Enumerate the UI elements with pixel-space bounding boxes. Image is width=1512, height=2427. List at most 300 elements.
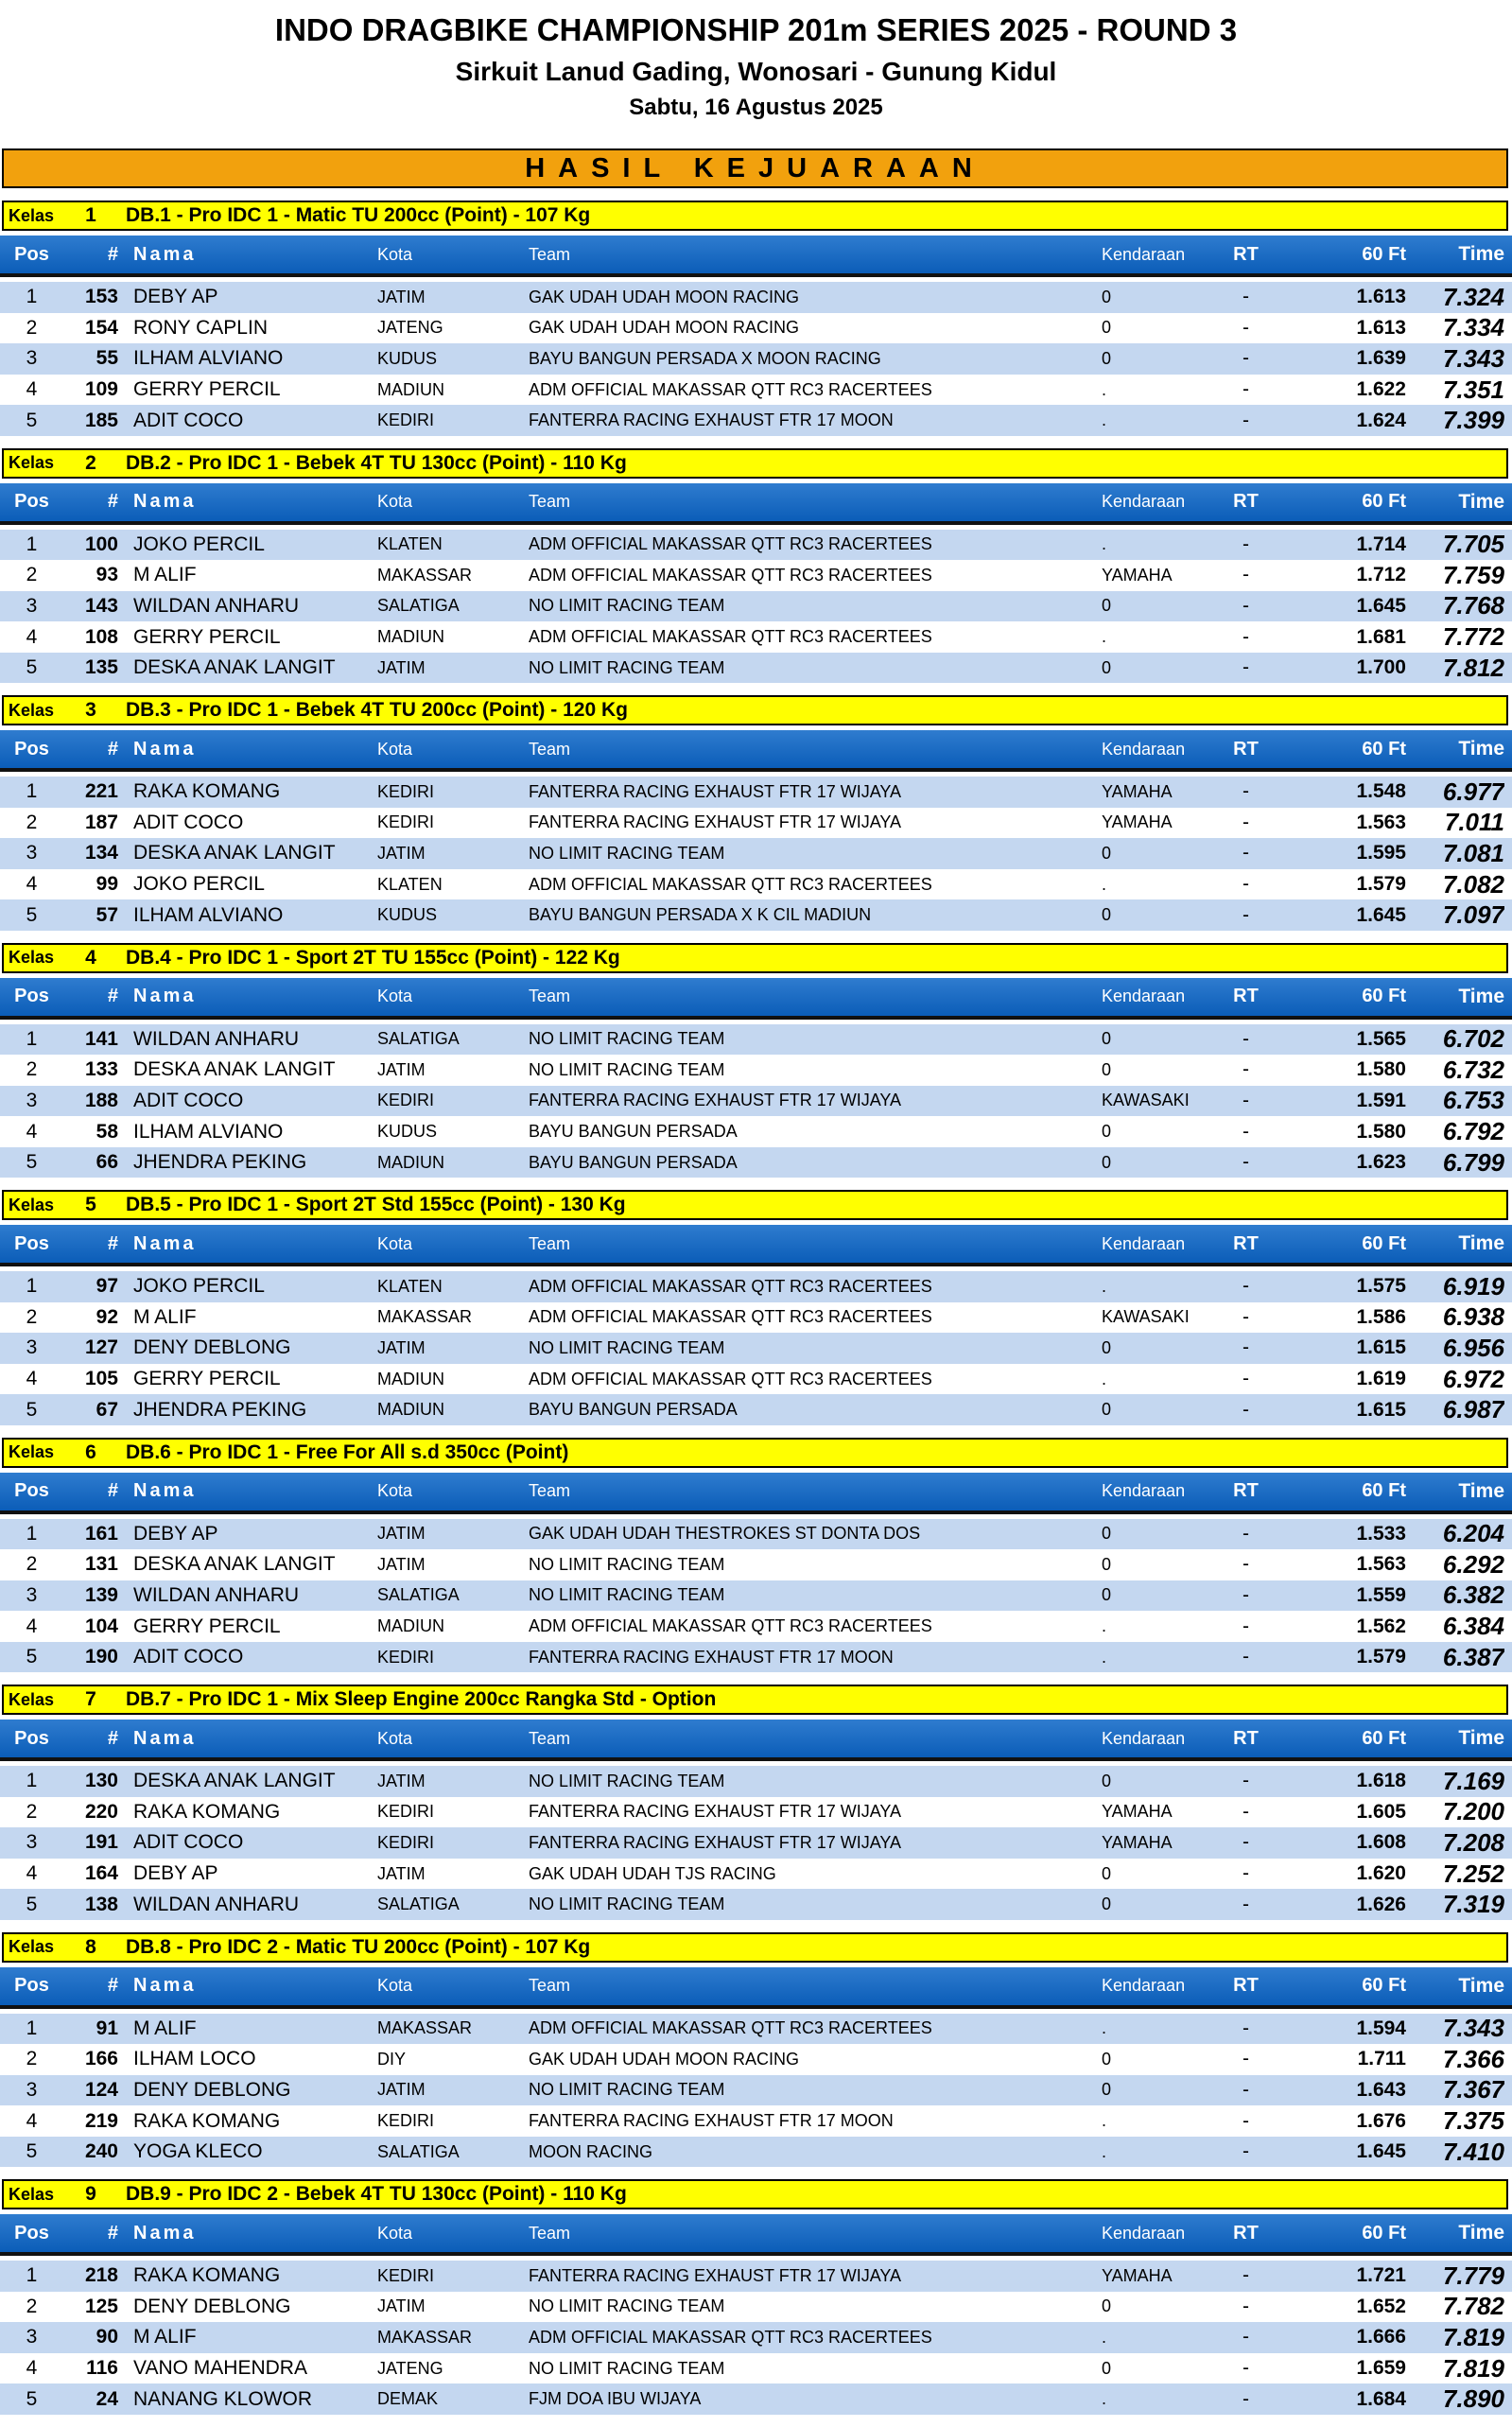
rider-number-cell: 57 <box>96 903 118 926</box>
rider-name-cell: ADIT COCO <box>133 1646 244 1668</box>
col-number-header: # <box>107 243 118 265</box>
rider-name-cell: DENY DEBLONG <box>133 2295 291 2317</box>
vehicle-cell: 0 <box>1102 1029 1112 1049</box>
position-cell: 5 <box>26 2140 38 2163</box>
class-number: 2 <box>85 451 96 474</box>
time-cell: 7.399 <box>1442 406 1504 435</box>
vehicle-cell: . <box>1102 1276 1107 1296</box>
city-cell: JATENG <box>377 2358 443 2378</box>
city-cell: MAKASSAR <box>377 565 473 585</box>
sixty-ft-cell: 1.645 <box>1356 903 1406 926</box>
table-row <box>0 1611 1512 1642</box>
rider-name-cell: DESKA ANAK LANGIT <box>133 1770 336 1792</box>
vehicle-cell: 0 <box>1102 318 1112 338</box>
sixty-ft-cell: 1.586 <box>1356 1305 1406 1328</box>
sixty-ft-cell: 1.622 <box>1356 378 1406 401</box>
time-cell: 7.324 <box>1442 282 1504 311</box>
time-cell: 6.732 <box>1442 1055 1504 1084</box>
rider-number-cell: 191 <box>84 1831 118 1854</box>
team-cell: ADM OFFICIAL MAKASSAR QTT RC3 RACERTEES <box>529 1369 932 1388</box>
city-cell: SALATIGA <box>377 2141 460 2161</box>
sixty-ft-cell: 1.645 <box>1356 594 1406 617</box>
team-cell: ADM OFFICIAL MAKASSAR QTT RC3 RACERTEES <box>529 534 932 554</box>
vehicle-cell: 0 <box>1102 1585 1112 1605</box>
col-name-header: Nama <box>133 491 197 512</box>
vehicle-cell: . <box>1102 2389 1107 2409</box>
rider-name-cell: M ALIF <box>133 564 197 586</box>
sixty-ft-cell: 1.575 <box>1356 1275 1406 1298</box>
class-section <box>0 1438 1512 1685</box>
time-cell: 7.367 <box>1442 2075 1504 2104</box>
sixty-ft-cell: 1.721 <box>1356 2264 1406 2287</box>
col-pos-header: Pos <box>14 986 49 1006</box>
position-cell: 1 <box>26 1770 38 1792</box>
team-cell: FANTERRA RACING EXHAUST FTR 17 MOON <box>529 410 894 430</box>
column-header-row <box>0 483 1512 525</box>
city-cell: JATIM <box>377 2296 426 2316</box>
vehicle-cell: 0 <box>1102 1122 1112 1142</box>
rt-cell: - <box>1243 1615 1249 1637</box>
sixty-ft-cell: 1.619 <box>1356 1368 1406 1390</box>
team-cell: NO LIMIT RACING TEAM <box>529 657 725 677</box>
vehicle-cell: 0 <box>1102 1894 1112 1914</box>
city-cell: KEDIRI <box>377 410 435 430</box>
rt-cell: - <box>1243 1120 1249 1143</box>
rt-cell: - <box>1243 316 1249 339</box>
rt-cell: - <box>1243 594 1249 617</box>
sixty-ft-cell: 1.579 <box>1356 1646 1406 1668</box>
position-cell: 1 <box>26 1522 38 1545</box>
col-rt-header: RT <box>1233 1480 1259 1501</box>
rider-name-cell: GERRY PERCIL <box>133 1368 281 1390</box>
class-description: DB.8 - Pro IDC 2 - Matic TU 200cc (Point) - 107 Kg <box>126 1935 591 1958</box>
rider-name-cell: ILHAM ALVIANO <box>133 903 284 926</box>
rt-cell: - <box>1243 1893 1249 1915</box>
position-cell: 5 <box>26 903 38 926</box>
col-number-header: # <box>107 1727 118 1749</box>
sixty-ft-cell: 1.615 <box>1356 1398 1406 1421</box>
col-number-header: # <box>107 986 118 1006</box>
position-cell: 2 <box>26 1058 38 1081</box>
table-row <box>0 777 1512 808</box>
rider-name-cell: ADIT COCO <box>133 1831 244 1854</box>
results-banner: HASIL KEJUARAAN <box>2 148 1508 188</box>
rider-number-cell: 66 <box>96 1151 118 1174</box>
rider-number-cell: 130 <box>84 1770 118 1792</box>
rider-number-cell: 104 <box>84 1615 118 1637</box>
vehicle-cell: 0 <box>1102 1337 1112 1357</box>
sixty-ft-cell: 1.711 <box>1357 2048 1406 2070</box>
vehicle-cell: 0 <box>1102 596 1112 616</box>
table-row <box>0 1302 1512 1334</box>
column-header-row <box>0 1967 1512 2009</box>
team-cell: ADM OFFICIAL MAKASSAR QTT RC3 RACERTEES <box>529 565 932 585</box>
rider-name-cell: WILDAN ANHARU <box>133 1583 300 1606</box>
city-cell: MADIUN <box>377 1400 444 1420</box>
position-cell: 1 <box>26 286 38 308</box>
sixty-ft-cell: 1.608 <box>1356 1831 1406 1854</box>
col-60ft-header: 60 Ft <box>1362 243 1406 265</box>
city-cell: KEDIRI <box>377 781 435 801</box>
time-cell: 7.779 <box>1442 2261 1504 2290</box>
team-cell: FANTERRA RACING EXHAUST FTR 17 WIJAYA <box>529 781 902 801</box>
result-rows <box>0 2261 1512 2415</box>
rt-cell: - <box>1243 1336 1249 1359</box>
time-cell: 6.387 <box>1442 1642 1504 1671</box>
rider-number-cell: 127 <box>84 1336 118 1359</box>
rt-cell: - <box>1243 811 1249 833</box>
time-cell: 7.081 <box>1442 838 1504 867</box>
col-time-header: Time <box>1458 738 1504 760</box>
city-cell: SALATIGA <box>377 1029 460 1049</box>
class-number: 6 <box>85 1440 96 1463</box>
table-row <box>0 2353 1512 2384</box>
column-header-row <box>0 2214 1512 2256</box>
col-rt-header: RT <box>1233 1232 1259 1254</box>
sixty-ft-cell: 1.562 <box>1356 1615 1406 1637</box>
class-number: 5 <box>85 1194 96 1215</box>
col-rt-header: RT <box>1233 1727 1259 1749</box>
class-title-bar <box>2 1932 1508 1963</box>
rt-cell: - <box>1243 2140 1249 2163</box>
class-number: 3 <box>85 699 96 721</box>
team-cell: GAK UDAH UDAH MOON RACING <box>529 2049 800 2069</box>
rider-number-cell: 105 <box>84 1368 118 1390</box>
col-pos-header: Pos <box>14 1727 49 1749</box>
team-cell: NO LIMIT RACING TEAM <box>529 2358 725 2378</box>
col-city-header: Kota <box>377 1233 413 1253</box>
sixty-ft-cell: 1.580 <box>1356 1058 1406 1081</box>
rider-name-cell: M ALIF <box>133 2017 197 2039</box>
rider-name-cell: ADIT COCO <box>133 1089 244 1111</box>
time-cell: 7.410 <box>1442 2137 1504 2166</box>
city-cell: JATIM <box>377 2080 426 2100</box>
rider-name-cell: M ALIF <box>133 2326 197 2348</box>
rider-name-cell: ILHAM ALVIANO <box>133 1120 284 1143</box>
rider-number-cell: 93 <box>96 564 118 586</box>
time-cell: 7.208 <box>1442 1827 1504 1857</box>
rider-name-cell: ILHAM ALVIANO <box>133 347 284 370</box>
table-row <box>0 1827 1512 1859</box>
position-cell: 2 <box>26 1305 38 1328</box>
rider-name-cell: JHENDRA PEKING <box>133 1398 307 1421</box>
city-cell: MADIUN <box>377 379 444 399</box>
position-cell: 2 <box>26 2048 38 2070</box>
vehicle-cell: . <box>1102 1647 1107 1667</box>
sixty-ft-cell: 1.563 <box>1356 811 1406 833</box>
position-cell: 2 <box>26 1800 38 1823</box>
position-cell: 3 <box>26 1583 38 1606</box>
table-row <box>0 2292 1512 2323</box>
rt-cell: - <box>1243 873 1249 896</box>
position-cell: 4 <box>26 1615 38 1637</box>
vehicle-cell: YAMAHA <box>1102 1802 1173 1822</box>
rt-cell: - <box>1243 2017 1249 2039</box>
rider-name-cell: DESKA ANAK LANGIT <box>133 1553 336 1576</box>
city-cell: KEDIRI <box>377 2265 435 2285</box>
vehicle-cell: YAMAHA <box>1102 565 1173 585</box>
vehicle-cell: . <box>1102 379 1107 399</box>
class-label: Kelas <box>9 700 55 720</box>
vehicle-cell: YAMAHA <box>1102 781 1173 801</box>
position-cell: 3 <box>26 2078 38 2101</box>
rider-number-cell: 134 <box>84 842 118 864</box>
position-cell: 1 <box>26 1275 38 1298</box>
col-rt-header: RT <box>1233 1975 1259 1996</box>
time-cell: 7.011 <box>1444 808 1504 837</box>
sixty-ft-cell: 1.700 <box>1356 656 1406 679</box>
col-name-header: Nama <box>133 1975 197 1996</box>
time-cell: 7.351 <box>1442 375 1504 404</box>
col-vehicle-header: Kendaraan <box>1102 1481 1186 1500</box>
col-name-header: Nama <box>133 1480 197 1501</box>
team-cell: ADM OFFICIAL MAKASSAR QTT RC3 RACERTEES <box>529 1276 932 1296</box>
rider-name-cell: DEBY AP <box>133 1522 218 1545</box>
col-vehicle-header: Kendaraan <box>1102 492 1186 511</box>
sixty-ft-cell: 1.643 <box>1356 2078 1406 2101</box>
vehicle-cell: YAMAHA <box>1102 1832 1173 1852</box>
position-cell: 4 <box>26 2357 38 2380</box>
time-cell: 7.812 <box>1442 653 1504 682</box>
time-cell: 7.768 <box>1442 591 1504 620</box>
sixty-ft-cell: 1.548 <box>1356 780 1406 803</box>
col-vehicle-header: Kendaraan <box>1102 739 1186 759</box>
vehicle-cell: 0 <box>1102 1152 1112 1172</box>
team-cell: NO LIMIT RACING TEAM <box>529 2296 725 2316</box>
class-label: Kelas <box>9 2184 55 2204</box>
time-cell: 7.366 <box>1442 2044 1504 2073</box>
class-label: Kelas <box>9 1689 55 1709</box>
team-cell: NO LIMIT RACING TEAM <box>529 843 725 863</box>
time-cell: 7.705 <box>1442 530 1504 559</box>
city-cell: KUDUS <box>377 348 438 368</box>
rider-number-cell: 154 <box>84 316 118 339</box>
col-team-header: Team <box>529 1976 571 1995</box>
team-cell: NO LIMIT RACING TEAM <box>529 2080 725 2100</box>
rider-number-cell: 188 <box>84 1089 118 1111</box>
vehicle-cell: 0 <box>1102 287 1112 306</box>
vehicle-cell: . <box>1102 1616 1107 1636</box>
sixty-ft-cell: 1.714 <box>1356 533 1406 555</box>
col-city-header: Kota <box>377 244 413 264</box>
time-cell: 6.382 <box>1442 1580 1504 1610</box>
time-cell: 6.204 <box>1442 1519 1504 1548</box>
table-row <box>0 2044 1512 2075</box>
rt-cell: - <box>1243 1058 1249 1081</box>
table-row <box>0 1086 1512 1117</box>
class-number: 8 <box>85 1935 96 1958</box>
time-cell: 7.782 <box>1442 2292 1504 2321</box>
table-row <box>0 899 1512 931</box>
sixty-ft-cell: 1.565 <box>1356 1027 1406 1050</box>
col-rt-header: RT <box>1233 2222 1259 2244</box>
rider-name-cell: DESKA ANAK LANGIT <box>133 842 336 864</box>
position-cell: 1 <box>26 2017 38 2039</box>
city-cell: JATENG <box>377 318 443 338</box>
col-time-header: Time <box>1458 243 1504 265</box>
rt-cell: - <box>1243 286 1249 308</box>
class-section <box>0 2179 1512 2427</box>
city-cell: JATIM <box>377 287 426 306</box>
col-number-header: # <box>107 738 118 760</box>
team-cell: GAK UDAH UDAH THESTROKES ST DONTA DOS <box>529 1524 921 1544</box>
table-row <box>0 2383 1512 2415</box>
time-cell: 6.977 <box>1442 777 1504 806</box>
position-cell: 2 <box>26 2295 38 2317</box>
col-60ft-header: 60 Ft <box>1362 1480 1406 1501</box>
col-60ft-header: 60 Ft <box>1362 1727 1406 1749</box>
event-date: Sabtu, 16 Agustus 2025 <box>629 95 883 120</box>
class-number: 7 <box>85 1688 96 1710</box>
col-pos-header: Pos <box>14 1975 49 1996</box>
class-description: DB.6 - Pro IDC 1 - Free For All s.d 350cc (Point) <box>126 1440 569 1463</box>
col-vehicle-header: Kendaraan <box>1102 2223 1186 2243</box>
vehicle-cell: YAMAHA <box>1102 812 1173 832</box>
table-row <box>0 1333 1512 1364</box>
rider-number-cell: 190 <box>84 1646 118 1668</box>
team-cell: ADM OFFICIAL MAKASSAR QTT RC3 RACERTEES <box>529 2018 932 2038</box>
position-cell: 3 <box>26 1831 38 1854</box>
table-row <box>0 2075 1512 2106</box>
rider-name-cell: RONY CAPLIN <box>133 316 268 339</box>
rider-name-cell: WILDAN ANHARU <box>133 1027 300 1050</box>
rider-number-cell: 135 <box>84 656 118 679</box>
position-cell: 3 <box>26 1089 38 1111</box>
team-cell: ADM OFFICIAL MAKASSAR QTT RC3 RACERTEES <box>529 379 932 399</box>
city-cell: KLATEN <box>377 1276 443 1296</box>
position-cell: 4 <box>26 1368 38 1390</box>
venue-subtitle: Sirkuit Lanud Gading, Wonosari - Gunung Kidul <box>455 57 1057 86</box>
city-cell: JATIM <box>377 1771 426 1790</box>
col-time-header: Time <box>1458 1232 1504 1254</box>
time-cell: 7.334 <box>1442 313 1504 342</box>
team-cell: BAYU BANGUN PERSADA <box>529 1122 738 1142</box>
rider-name-cell: GERRY PERCIL <box>133 625 281 648</box>
vehicle-cell: 0 <box>1102 2080 1112 2100</box>
city-cell: KEDIRI <box>377 812 435 832</box>
rider-number-cell: 97 <box>96 1275 118 1298</box>
sixty-ft-cell: 1.613 <box>1356 316 1406 339</box>
table-row <box>0 1055 1512 1086</box>
team-cell: NO LIMIT RACING TEAM <box>529 1554 725 1574</box>
rt-cell: - <box>1243 1646 1249 1668</box>
sixty-ft-cell: 1.645 <box>1356 2140 1406 2163</box>
table-row <box>0 2137 1512 2168</box>
time-cell: 6.792 <box>1442 1117 1504 1146</box>
team-cell: ADM OFFICIAL MAKASSAR QTT RC3 RACERTEES <box>529 874 932 894</box>
table-row <box>0 530 1512 561</box>
col-60ft-header: 60 Ft <box>1362 2222 1406 2244</box>
team-cell: ADM OFFICIAL MAKASSAR QTT RC3 RACERTEES <box>529 2327 932 2347</box>
rider-name-cell: JHENDRA PEKING <box>133 1151 307 1174</box>
table-row <box>0 560 1512 591</box>
table-row <box>0 375 1512 406</box>
class-title-bar <box>2 448 1508 479</box>
time-cell: 7.200 <box>1442 1797 1504 1826</box>
vehicle-cell: 0 <box>1102 2049 1112 2069</box>
sixty-ft-cell: 1.624 <box>1356 409 1406 431</box>
rt-cell: - <box>1243 2387 1249 2410</box>
table-row <box>0 1271 1512 1302</box>
class-title-bar <box>2 2179 1508 2209</box>
city-cell: KEDIRI <box>377 1647 435 1667</box>
col-name-header: Nama <box>133 986 197 1006</box>
position-cell: 5 <box>26 1398 38 1421</box>
team-cell: FJM DOA IBU WIJAYA <box>529 2389 702 2409</box>
class-number: 4 <box>85 946 96 969</box>
time-cell: 6.799 <box>1442 1147 1504 1177</box>
vehicle-cell: . <box>1102 2141 1107 2161</box>
rt-cell: - <box>1243 1800 1249 1823</box>
position-cell: 4 <box>26 625 38 648</box>
rider-number-cell: 131 <box>84 1553 118 1576</box>
rider-number-cell: 187 <box>84 811 118 833</box>
col-60ft-header: 60 Ft <box>1362 986 1406 1006</box>
vehicle-cell: 0 <box>1102 657 1112 677</box>
rider-name-cell: WILDAN ANHARU <box>133 594 300 617</box>
city-cell: KEDIRI <box>377 2111 435 2131</box>
sixty-ft-cell: 1.623 <box>1356 1151 1406 1174</box>
vehicle-cell: . <box>1102 2111 1107 2131</box>
time-cell: 6.972 <box>1442 1364 1504 1393</box>
rider-number-cell: 139 <box>84 1583 118 1606</box>
column-header-row <box>0 1225 1512 1266</box>
time-cell: 6.702 <box>1442 1024 1504 1054</box>
rider-name-cell: JOKO PERCIL <box>133 533 265 555</box>
table-row <box>0 1580 1512 1612</box>
result-rows <box>0 530 1512 684</box>
table-row <box>0 1519 1512 1550</box>
time-cell: 7.819 <box>1442 2322 1504 2351</box>
column-header-row <box>0 236 1512 277</box>
team-cell: NO LIMIT RACING TEAM <box>529 1585 725 1605</box>
city-cell: DEMAK <box>377 2389 439 2409</box>
rider-number-cell: 133 <box>84 1058 118 1081</box>
time-cell: 6.292 <box>1442 1549 1504 1579</box>
vehicle-cell: 0 <box>1102 348 1112 368</box>
vehicle-cell: . <box>1102 2018 1107 2038</box>
sixty-ft-cell: 1.639 <box>1356 347 1406 370</box>
rider-name-cell: GERRY PERCIL <box>133 378 281 401</box>
col-number-header: # <box>107 1232 118 1254</box>
rider-number-cell: 153 <box>84 286 118 308</box>
col-name-header: Nama <box>133 738 197 760</box>
time-cell: 7.169 <box>1442 1766 1504 1795</box>
col-number-header: # <box>107 2222 118 2244</box>
sixty-ft-cell: 1.579 <box>1356 873 1406 896</box>
vehicle-cell: 0 <box>1102 1863 1112 1883</box>
rider-name-cell: RAKA KOMANG <box>133 2264 281 2287</box>
class-label: Kelas <box>9 948 55 967</box>
time-cell: 7.097 <box>1442 900 1504 930</box>
city-cell: JATIM <box>377 1554 426 1574</box>
table-row <box>0 1642 1512 1673</box>
sixty-ft-cell: 1.681 <box>1356 625 1406 648</box>
vehicle-cell: . <box>1102 534 1107 554</box>
sixty-ft-cell: 1.594 <box>1356 2017 1406 2039</box>
table-row <box>0 1147 1512 1179</box>
col-rt-header: RT <box>1233 738 1259 760</box>
rt-cell: - <box>1243 1089 1249 1111</box>
class-label: Kelas <box>9 205 55 225</box>
class-number: 9 <box>85 2183 96 2205</box>
team-cell: BAYU BANGUN PERSADA <box>529 1400 738 1420</box>
rt-cell: - <box>1243 347 1249 370</box>
position-cell: 5 <box>26 1151 38 1174</box>
position-cell: 4 <box>26 1862 38 1885</box>
team-cell: GAK UDAH UDAH MOON RACING <box>529 318 800 338</box>
city-cell: MADIUN <box>377 1152 444 1172</box>
